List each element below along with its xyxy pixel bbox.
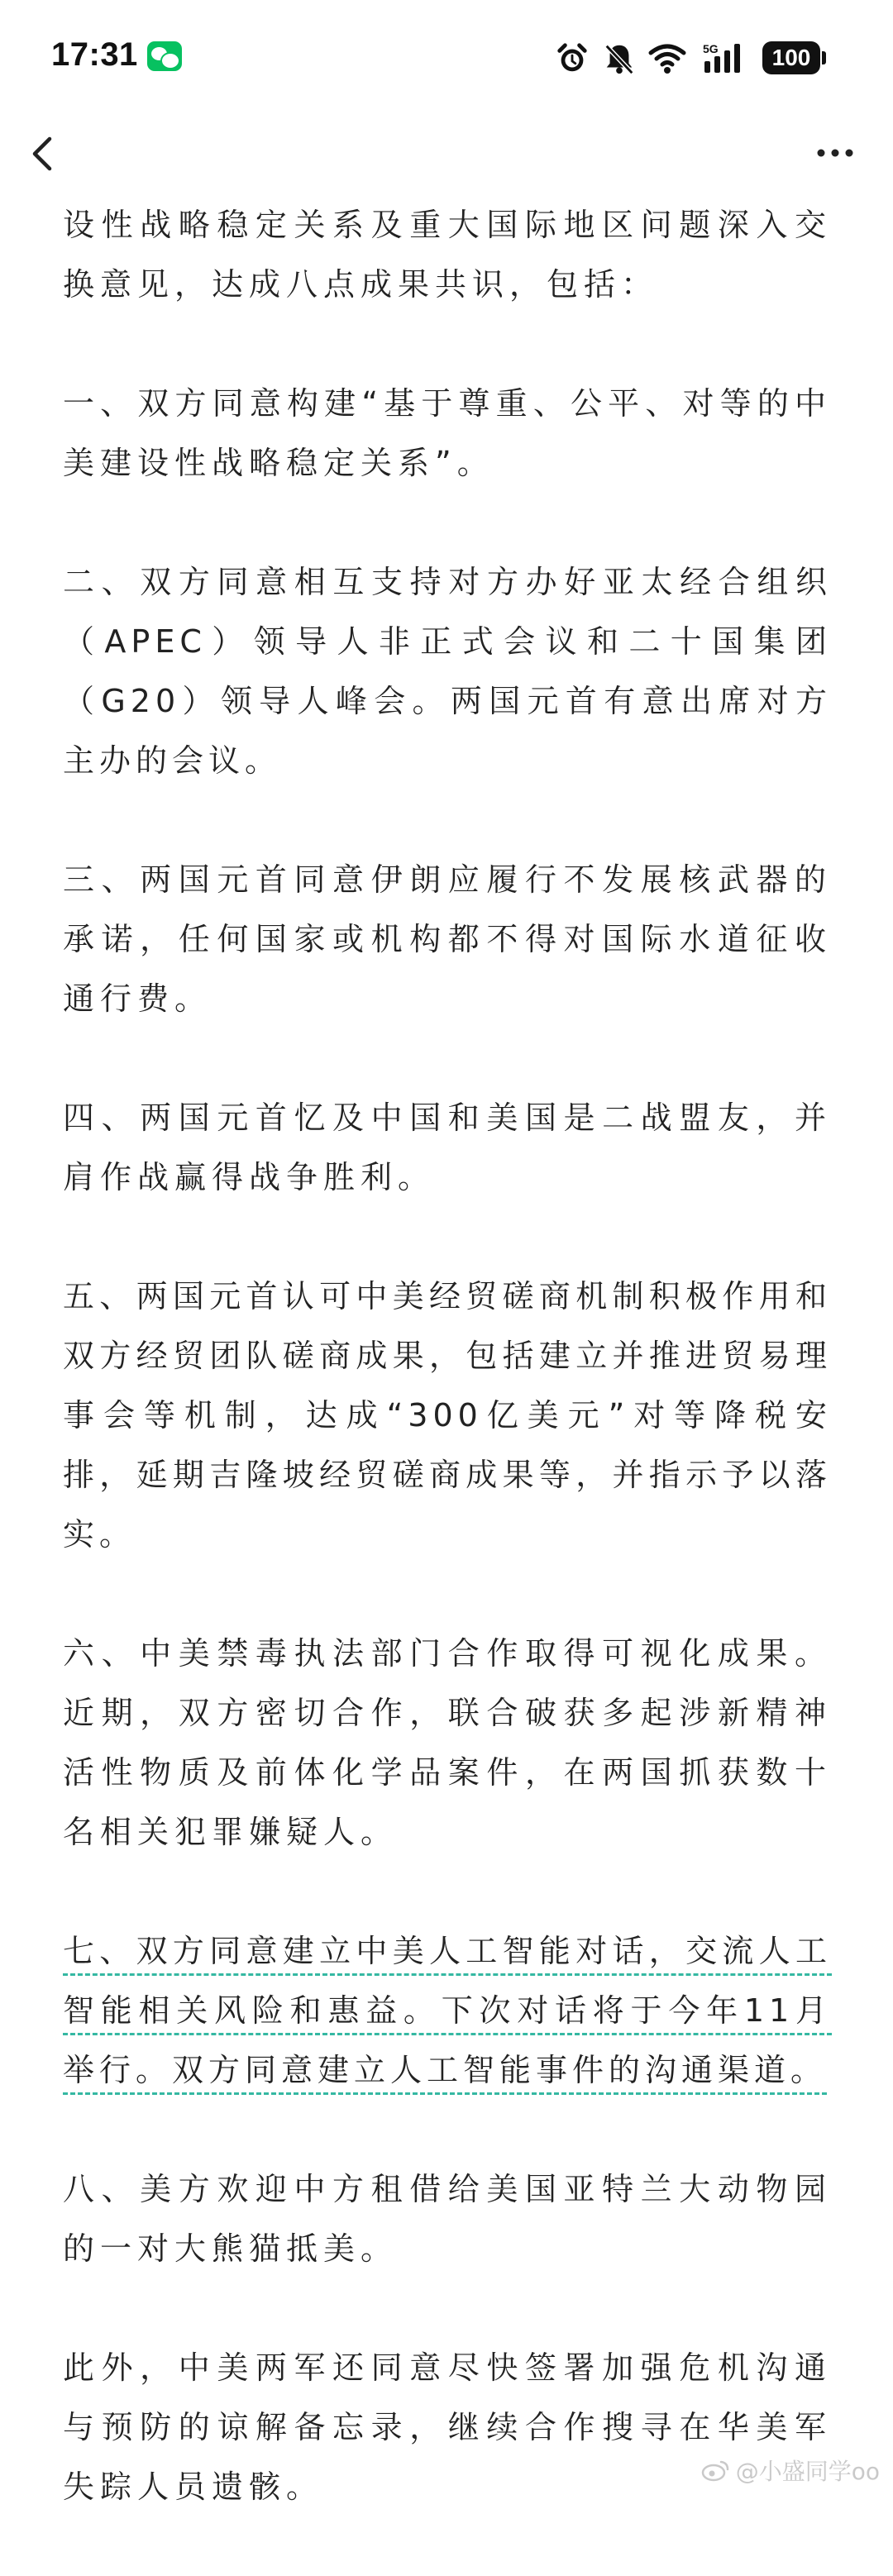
wifi-icon: [647, 41, 687, 76]
battery-icon: 100: [762, 41, 820, 74]
mute-icon: [601, 41, 638, 76]
alarm-icon: [554, 41, 590, 76]
status-bar: [0, 0, 893, 122]
paragraph-8: 八、美方欢迎中方租借给美国亚特兰大动物园的一对大熊猫抵美。: [63, 2171, 832, 2267]
weibo-logo-icon: [701, 2458, 731, 2483]
more-icon[interactable]: [815, 141, 855, 165]
watermark-text: @小盛同学oo: [735, 2458, 880, 2485]
nav-bar: [0, 122, 893, 193]
signal-icon: [701, 41, 751, 76]
paragraph-5: 五、两国元首认可中美经贸磋商机制积极作用和双方经贸团队磋商成果，包括建立并推进贸易理事会等机制，达成“300亿美元”对等降税安排，延期吉隆坡经贸磋商成果等，并指示予以落实。: [63, 1278, 832, 1553]
status-time: 17:31: [51, 36, 138, 73]
paragraph-7: [63, 1921, 832, 2100]
article-body: [63, 195, 832, 2576]
paragraph-closing: 此外，中美两军还同意尽快签署加强危机沟通与预防的谅解备忘录，继续合作搜寻在华美军失踪人员遗骸。: [63, 2349, 832, 2505]
network-label: 5G: [703, 42, 719, 55]
wechat-icon: [147, 41, 182, 71]
paragraph-1: 一、双方同意构建“基于尊重、公平、对等的中美建设性战略稳定关系”。: [63, 385, 832, 481]
paragraph-6: 六、中美禁毒执法部门合作取得可视化成果。近期，双方密切合作，联合破获多起涉新精神活性物质及前体化学品案件，在两国抓获数十名相关犯罪嫌疑人。: [63, 1635, 832, 1850]
paragraph-intro: 设性战略稳定关系及重大国际地区问题深入交换意见，达成八点成果共识，包括：: [63, 207, 832, 303]
back-icon[interactable]: [23, 129, 61, 179]
watermark: [701, 2454, 880, 2487]
highlighted-text[interactable]: 七、双方同意建立中美人工智能对话，交流人工智能相关风险和惠益。下次对话将于今年11月举行。双方同意建立人工智能事件的沟通渠道。: [63, 1933, 832, 2088]
paragraph-4: 四、两国元首忆及中国和美国是二战盟友，并肩作战赢得战争胜利。: [63, 1100, 832, 1195]
paragraph-3: 三、两国元首同意伊朗应履行不发展核武器的承诺，任何国家或机构都不得对国际水道征收通行费。: [63, 861, 832, 1017]
paragraph-2: 二、双方同意相互支持对方办好亚太经合组织（APEC）领导人非正式会议和二十国集团（G20）领导人峰会。两国元首有意出席对方主办的会议。: [63, 564, 832, 779]
battery-tip: [822, 51, 826, 64]
